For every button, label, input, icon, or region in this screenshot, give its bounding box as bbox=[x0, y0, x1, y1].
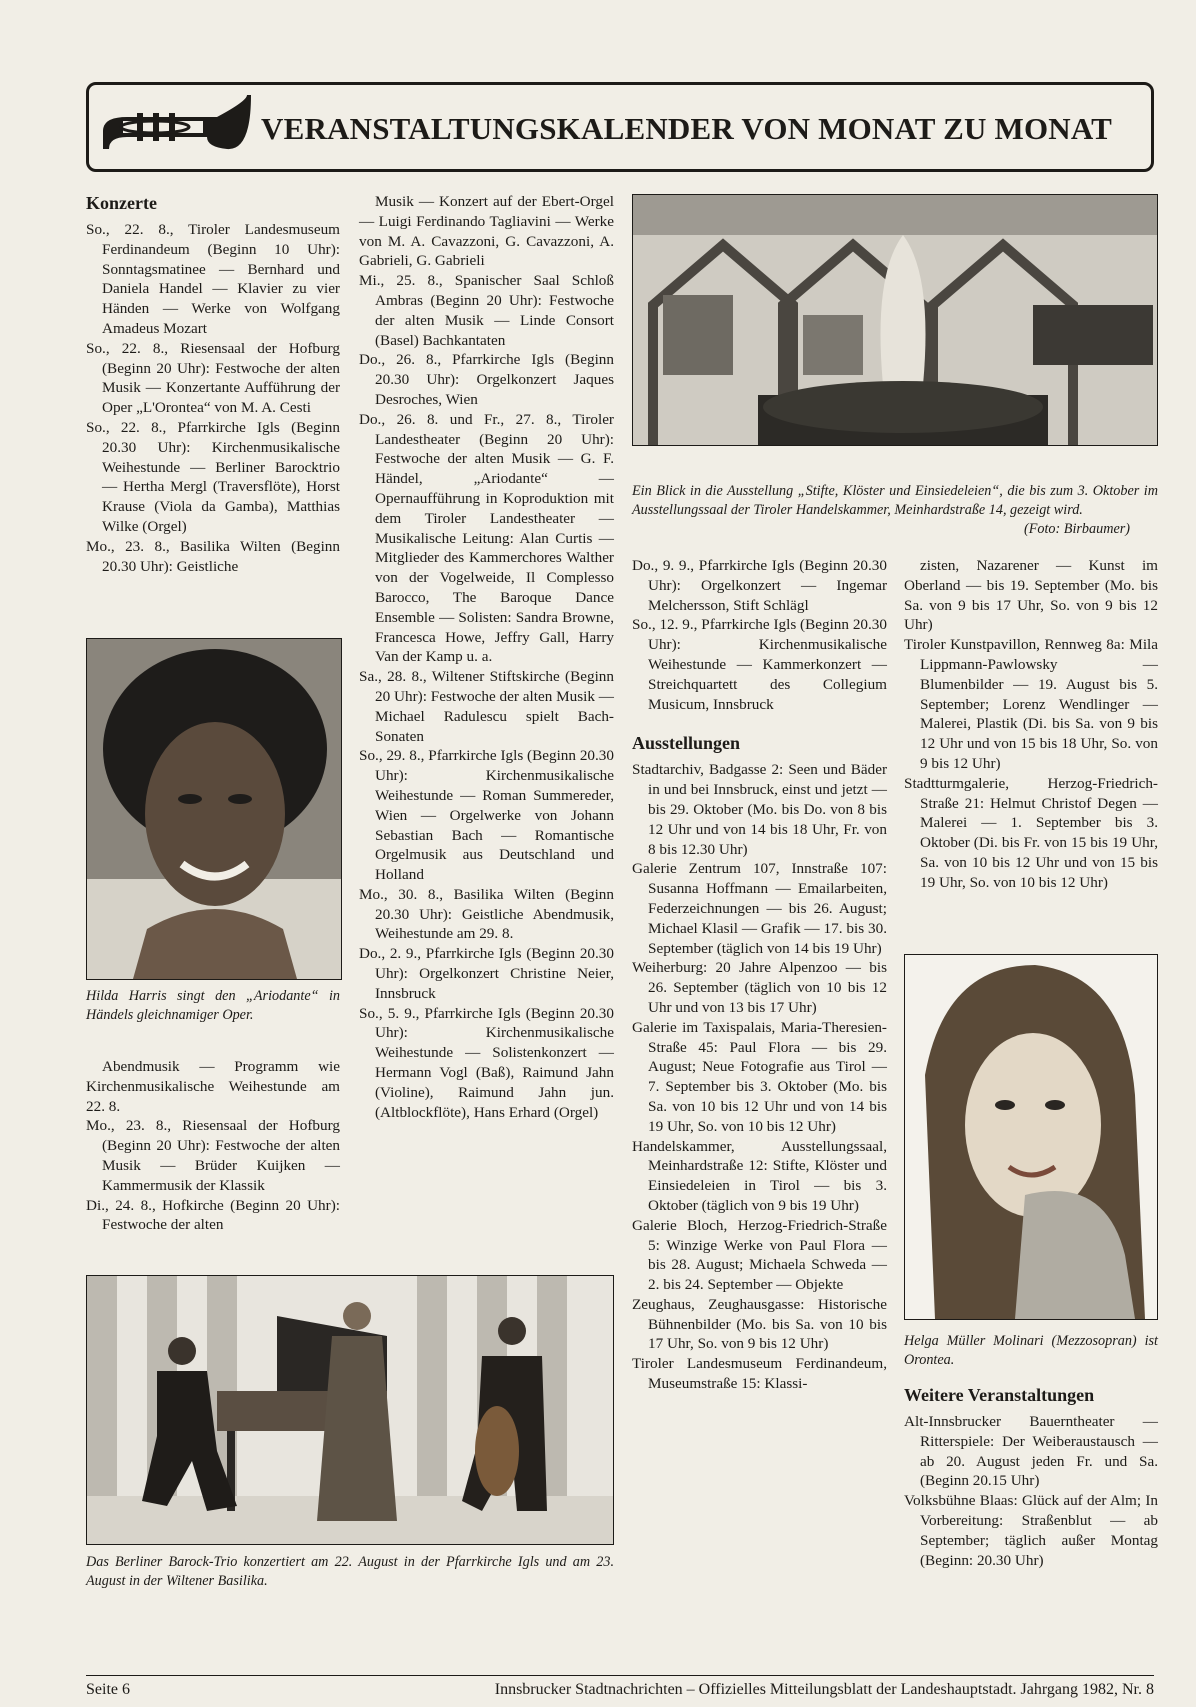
section-heading-weitere: Weitere Veranstaltungen bbox=[904, 1385, 1095, 1405]
event-entry: Sa., 28. 8., Wiltener Stiftskirche (Beginn 20 Uhr): Festwoche der alten Musik — Michael Radulescu spielt Bach-Sonaten bbox=[359, 668, 614, 745]
photo-exhibition bbox=[632, 194, 1158, 446]
event-entry: So., 29. 8., Pfarrkirche Igls (Beginn 20.30 Uhr): Kirchenmusikalische Weihestunde — Roman Summereder, Wien — Orgelwerke von Johann Sebastian Bach — Romantische Orgelmusik aus Deutschland und Holland bbox=[359, 747, 614, 884]
tuba-icon bbox=[97, 91, 257, 163]
footer-divider bbox=[86, 1675, 1154, 1676]
event-entry: So., 22. 8., Pfarrkirche Igls (Beginn 20.30 Uhr): Kirchenmusikalische Weihestunde — Berliner Barocktrio — Hertha Mergl (Traversflöte), Horst Krause (Viola da Gamba), Matthias Wilke (Orgel) bbox=[86, 418, 340, 535]
event-entry: Do., 26. 8. und Fr., 27. 8., Tiroler Landestheater (Beginn 20 Uhr): Festwoche der alten Musik — G. F. Händel, „Ariodante“ — Opernaufführung in Koproduktion mit dem Tiroler Landestheater — Musikalische Leitung: Alan Curtis — Mitglieder des Kammerchores Walther von der Vogelweide, Il Complesso Barocco, The Baroque Dance Ensemble — Solisten: Sandra Browne, Francesca Howe, Jeffry Gall, Harry Van der Kamp u. a. bbox=[359, 410, 614, 666]
event-entry: Do., 9. 9., Pfarrkirche Igls (Beginn 20.30 Uhr): Orgelkonzert — Ingemar Melchersson, Stift Schlägl bbox=[632, 557, 887, 614]
event-entry: Mi., 25. 8., Spanischer Saal Schloß Ambras (Beginn 20 Uhr): Festwoche der alten Musik — Linde Consort (Basel) Bachkantaten bbox=[359, 272, 614, 349]
event-entry: So., 5. 9., Pfarrkirche Igls (Beginn 20.30 Uhr): Kirchenmusikalische Weihestunde — Solistenkonzert — Hermann Vogl (Baß), Raimund Jahn (Violine), Raimund Jahn jun. (Altblockflöte), Hans Erhard (Orgel) bbox=[359, 1004, 614, 1121]
event-entry: Volksbühne Blaas: Glück auf der Alm; In Vorbereitung: Straßenblut — ab September; täglich außer Montag (Beginn: 20.30 Uhr) bbox=[904, 1492, 1158, 1569]
section-heading-konzerte: Konzerte bbox=[86, 193, 157, 213]
column-2 bbox=[359, 192, 614, 1122]
event-entry: So., 22. 8., Riesensaal der Hofburg (Beginn 20 Uhr): Festwoche der alten Musik — Konzertante Aufführung der Oper „L'Orontea“ von M. A. Cesti bbox=[86, 339, 340, 417]
page-header bbox=[86, 82, 1154, 172]
event-entry: Alt-Innsbrucker Bauerntheater — Ritterspiele: Der Weiberaustausch — ab 20. August jeden Fr. und Sa. (Beginn 20.15 Uhr) bbox=[904, 1413, 1158, 1490]
event-entry: So., 12. 9., Pfarrkirche Igls (Beginn 20.30 Uhr): Kirchenmusikalische Weihestunde — Kammerkonzert — Streichquartett des Collegium Musicum, Innsbruck bbox=[632, 616, 887, 713]
column-4 bbox=[904, 556, 1158, 893]
exhibition-entry: Stadtturmgalerie, Herzog-Friedrich-Straße 21: Helmut Christof Degen — Malerei — 1. September bis 3. Oktober (Di. bis Fr. von 15 bis 19 Uhr, Sa. von 10 bis 12 Uhr und von 15 bis 19 Uhr, So. von 10 bis 12 Uhr) bbox=[904, 774, 1158, 891]
photo-caption-hilda: Hilda Harris singt den „Ariodante“ in Händels gleichnamiger Oper. bbox=[86, 988, 340, 1023]
photo-caption-helga: Helga Müller Molinari (Mezzosopran) ist Orontea. bbox=[904, 1333, 1158, 1368]
photo-berliner-barock-trio bbox=[86, 1275, 614, 1545]
event-entry: Do., 26. 8., Pfarrkirche Igls (Beginn 20.30 Uhr): Orgelkonzert Jaques Desroches, Wien bbox=[359, 351, 614, 408]
event-continuation: Musik — Konzert auf der Ebert-Orgel — Luigi Ferdinando Tagliavini — Werke von M. A. Cavazzoni, G. Cavazzoni, A. Gabrieli, G. Gabrieli bbox=[359, 193, 614, 270]
page-title: VERANSTALTUNGSKALENDER VON MONAT ZU MONAT bbox=[261, 111, 1113, 146]
event-entry: Mo., 23. 8., Riesensaal der Hofburg (Beginn 20 Uhr): Festwoche der alten Musik — Brüder Kuijken — Kammermusik der Klassik bbox=[86, 1117, 340, 1194]
photo-caption-exhibition: Ein Blick in die Ausstellung „Stifte, Klöster und Einsiedeleien“, die bis zum 3. Oktober im Ausstellungssaal der Tiroler Handelskammer, Meinhardstraße 14, gezeigt wird. bbox=[632, 483, 1158, 518]
event-entry: Di., 24. 8., Hofkirche (Beginn 20 Uhr): Festwoche der alten bbox=[86, 1196, 340, 1234]
section-heading-ausstellungen: Ausstellungen bbox=[632, 733, 741, 754]
event-entry: Mo., 30. 8., Basilika Wilten (Beginn 20.30 Uhr): Geistliche Abendmusik, Weihestunde am 29. 8. bbox=[359, 885, 614, 943]
column-1 bbox=[86, 192, 340, 576]
page-number: Seite 6 bbox=[86, 1681, 130, 1698]
exhibition-continuation: zisten, Nazarener — Kunst im Oberland — bis 19. September (Mo. bis Sa. von 9 bis 17 Uhr, So. von 9 bis 12 Uhr) bbox=[904, 557, 1158, 634]
photo-hilda-harris bbox=[86, 638, 342, 980]
exhibition-entry: Galerie Bloch, Herzog-Friedrich-Straße 5: Winzige Werke von Paul Flora — bis 28. August; Michaela Schweda — 2. bis 24. September — Objekte bbox=[632, 1216, 887, 1294]
column-1-continued bbox=[86, 1057, 340, 1235]
exhibition-entry: Galerie Zentrum 107, Innstraße 107: Susanna Hoffmann — Emailarbeiten, Federzeichnungen — bis 26. August; Michael Klasil — Grafik — 17. bis 30. September (täglich von 14 bis 19 Uhr) bbox=[632, 860, 887, 957]
exhibition-entry: Stadtarchiv, Badgasse 2: Seen und Bäder in und bei Innsbruck, einst und jetzt — bis 29. Oktober (Mo. bis Do. von 8 bis 12 Uhr und von 14 bis 18 Uhr, Fr. von 8 bis 12.30 Uhr) bbox=[632, 761, 887, 858]
photo-helga-muller-molinari bbox=[904, 954, 1158, 1320]
exhibition-entry: Galerie im Taxispalais, Maria-Theresien-Straße 45: Paul Flora — bis 29. August; Neue Fotografie aus Tirol — 7. September bis 3. Oktober (Mo. bis Sa. von 10 bis 12 Uhr und von 14 bis 19 Uhr, So. von 10 bis 12 Uhr) bbox=[632, 1018, 887, 1135]
column-4-continued bbox=[904, 1384, 1158, 1570]
exhibition-entry: Tiroler Kunstpavillon, Rennweg 8a: Mila Lippmann-Pawlowsky — Blumenbilder — 19. August bis 5. September; Lorenz Wendlinger — Malerei, Plastik (Di. bis Sa. von 9 bis 12 Uhr und von 15 bis 18 Uhr, So. von 9 bis 12 Uhr) bbox=[904, 636, 1158, 772]
event-entry: Mo., 23. 8., Basilika Wilten (Beginn 20.30 Uhr): Geistliche bbox=[86, 537, 340, 575]
photo-caption-trio: Das Berliner Barock-Trio konzertiert am 22. August in der Pfarrkirche Igls und am 23. August in der Wiltener Basilika. bbox=[86, 1554, 614, 1589]
exhibition-entry: Zeughaus, Zeughausgasse: Historische Bühnenbilder (Mo. bis Sa. von 10 bis 17 Uhr, So. von 9 bis 12 Uhr) bbox=[632, 1295, 887, 1353]
event-continuation: Abendmusik — Programm wie Kirchenmusikalische Weihestunde am 22. 8. bbox=[86, 1058, 340, 1115]
event-entry: Do., 2. 9., Pfarrkirche Igls (Beginn 20.30 Uhr): Orgelkonzert Christine Neier, Innsbruck bbox=[359, 945, 614, 1002]
publication-line: Innsbrucker Stadtnachrichten – Offizielles Mitteilungsblatt der Landeshauptstadt. Jahrgang 1982, Nr. 8 bbox=[494, 1681, 1154, 1698]
event-entry: So., 22. 8., Tiroler Landesmuseum Ferdinandeum (Beginn 10 Uhr): Sonntagsmatinee — Bernhard und Daniela Handel — Klavier zu vier Händen — Werke von Wolfgang Amadeus Mozart bbox=[86, 221, 340, 337]
exhibition-entry: Handelskammer, Ausstellungssaal, Meinhardstraße 12: Stifte, Klöster und Einsiedeleien in Tirol — bis 3. Oktober (täglich von 9 bis 19 Uhr) bbox=[632, 1137, 887, 1214]
column-3 bbox=[632, 556, 887, 1394]
photo-credit: (Foto: Birbaumer) bbox=[1024, 521, 1130, 537]
exhibition-entry: Weiherburg: 20 Jahre Alpenzoo — bis 26. September (täglich von 10 bis 12 Uhr und von 13 bis 17 Uhr) bbox=[632, 959, 887, 1016]
exhibition-entry: Tiroler Landesmuseum Ferdinandeum, Museumstraße 15: Klassi- bbox=[632, 1355, 887, 1393]
